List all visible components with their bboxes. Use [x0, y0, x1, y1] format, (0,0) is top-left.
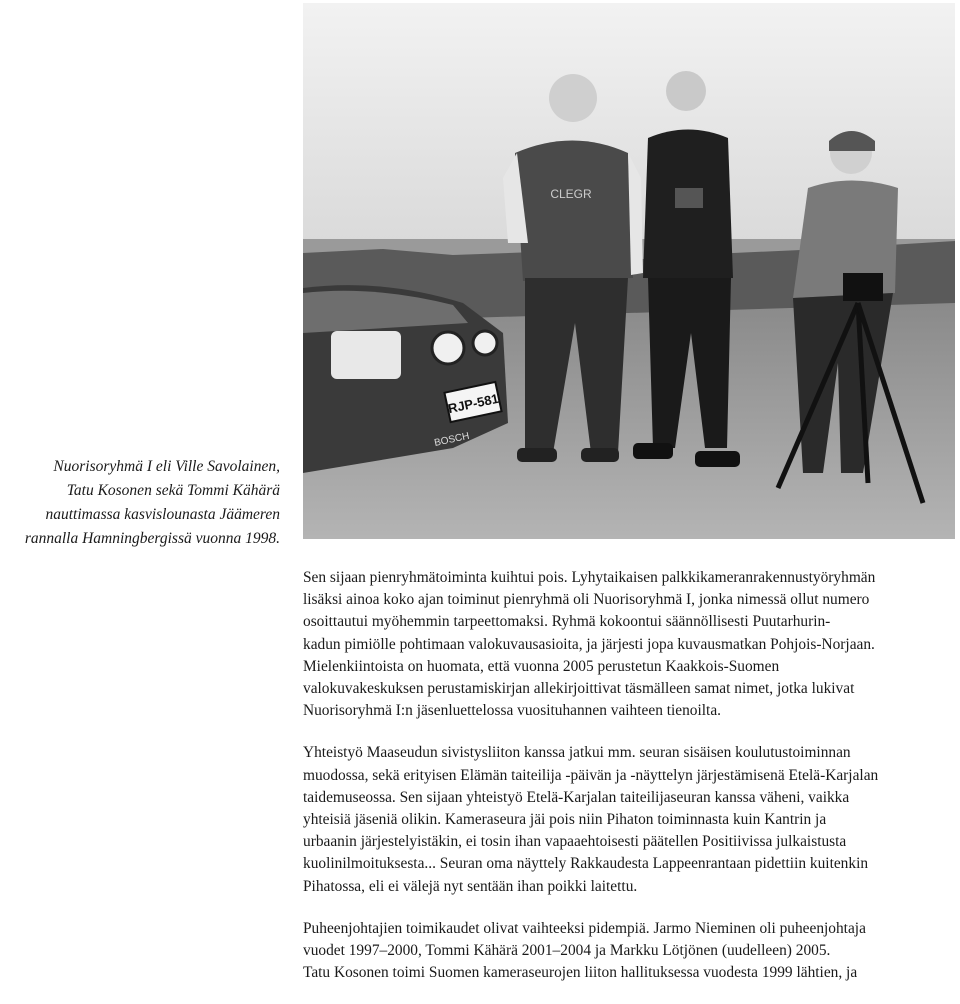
text-line: Tatu Kosonen toimi Suomen kameraseurojen liiton hallituksessa vuodesta 1999 lähtien, ja [303, 964, 858, 982]
license-plate: RJP-581 [446, 390, 500, 417]
video-camera [843, 273, 883, 301]
text-line: taidemuseossa. Sen sijaan yhteistyö Etelä-Karjalan taiteilijaseuran kanssa väheni, vaikka [303, 788, 850, 806]
text-line: muodossa, sekä erityisen Elämän taiteilija -päivän ja -näyttelyn järjestämisenä Etelä-Karjalan [303, 766, 879, 784]
caption-line: Tatu Kosonen sekä Tommi Kähärä [66, 482, 280, 499]
text-line: urbaanin järjestelyistäkin, ei tosin ihan vapaaehtoisesti päätellen Positiivissa julkaistusta [303, 833, 847, 851]
photo-caption [0, 455, 280, 551]
text-line: Yhteistyö Maaseudun sivistysliiton kanssa jatkui mm. seuran sisäisen koulutustoiminnan [303, 744, 851, 762]
bumper-lettering: BOSCH [433, 430, 471, 449]
caption-line: nauttimassa kasvislounasta Jäämeren [45, 506, 280, 523]
group-photo [303, 3, 955, 539]
text-line: Mielenkiintoista on huomata, että vuonna 2005 perustetun Kaakkois-Suomen [303, 657, 780, 675]
text-line: Nuorisoryhmä I:n jäsenluettelossa vuosituhannen vaihteen tienoilta. [303, 702, 722, 720]
text-line: Pihatossa, eli ei välejä nyt sentään ihan poikki laitettu. [303, 877, 638, 895]
text-line: osoittautui myöhemmin tarpeettomaksi. Ryhmä kokoontui säännöllisesti Puutarhurin- [303, 613, 831, 631]
caption-line: rannalla Hamningbergissä vuonna 1998. [24, 530, 280, 547]
paragraph [303, 918, 958, 985]
text-line: Puheenjohtajien toimikaudet olivat vaihteeksi pidempiä. Jarmo Nieminen oli puheenjohtaja [303, 919, 866, 937]
paragraph [303, 742, 958, 897]
sweater-lettering: CLEGR [550, 187, 592, 201]
article-body [303, 567, 958, 1004]
text-line: yhteisiä jäseniä olikin. Kameraseura jäi pois niin Pihaton toiminnasta kuin Kantrin ja [303, 811, 827, 829]
group-photo-illustration [303, 3, 955, 539]
paragraph [303, 567, 958, 722]
text-line: kuolinilmoituksesta... Seuran oma näyttely Rakkaudesta Lappeenrantaan pidettiin kuitenkin [303, 855, 869, 873]
caption-line: Nuorisoryhmä I eli Ville Savolainen, [53, 458, 280, 475]
text-line: vuodet 1997–2000, Tommi Kähärä 2001–2004 ja Markku Lötjönen (uudelleen) 2005. [303, 942, 831, 960]
text-line: valokuvakeskuksen perustamiskirjan allekirjoittivat täsmälleen samat nimet, jotka lukivat [303, 680, 855, 698]
text-line: Sen sijaan pienryhmätoiminta kuihtui pois. Lyhytaikaisen palkkikameranrakennustyöryhmän [303, 569, 876, 586]
text-line: kadun pimiölle pohtimaan valokuvausasioita, ja järjesti jopa kuvausmatkan Pohjois-Norjaan. [303, 635, 875, 653]
text-line: lisäksi ainoa koko ajan toiminut pienryhmä oli Nuorisoryhmä I, jonka nimessä ollut numero [303, 591, 870, 609]
